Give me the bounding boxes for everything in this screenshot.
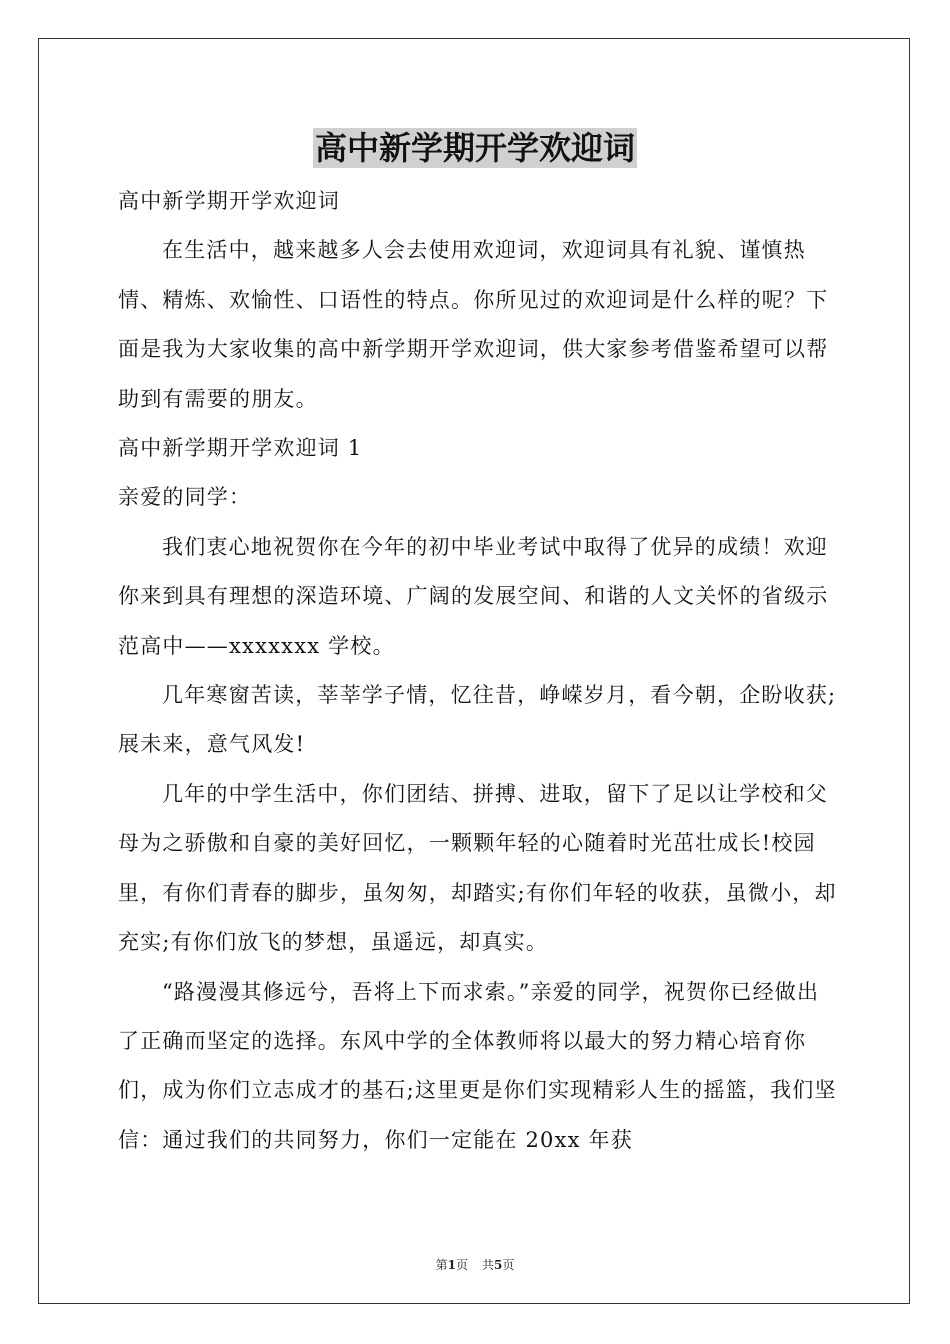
page-suffix: 页 bbox=[455, 1258, 468, 1272]
page-footer bbox=[0, 1257, 950, 1273]
paragraph: 几年的中学生活中，你们团结、拼搏、进取，留下了足以让学校和父母为之骄傲和自豪的美好回忆，一颗颗年轻的心随着时光茁壮成长!校园里，有你们青春的脚步，虽匆匆，却踏实;有你们年轻的收获，虽微小，却充实;有你们放飞的梦想，虽遥远，却真实。 bbox=[118, 781, 837, 955]
total-suffix: 页 bbox=[502, 1258, 515, 1272]
total-prefix: 共 bbox=[482, 1258, 495, 1272]
paragraph: “路漫漫其修远兮，吾将上下而求索。”亲爱的同学，祝贺你已经做出了正确而坚定的选择。东风中学的全体教师将以最大的努力精心培育你们，成为你们立志成才的基石;这里更是你们实现精彩人生的摇篮，我们坚信：通过我们的共同努力，你们一定能在 20xx 年获 bbox=[118, 979, 837, 1152]
paragraph: 几年寒窗苦读，莘莘学子情，忆往昔，峥嵘岁月，看今朝，企盼收获;展未来，意气风发! bbox=[118, 683, 837, 757]
document-body bbox=[118, 177, 838, 1165]
page-total: 5 bbox=[494, 1258, 503, 1272]
paragraph: 高中新学期开学欢迎词 bbox=[118, 189, 340, 213]
title-container bbox=[0, 128, 950, 168]
paragraph: 我们衷心地祝贺你在今年的初中毕业考试中取得了优异的成绩！欢迎你来到具有理想的深造环境、广阔的发展空间、和谐的人文关怀的省级示范高中——xxxxxxx 学校。 bbox=[118, 534, 829, 658]
page-prefix: 第 bbox=[435, 1258, 448, 1272]
paragraph: 亲爱的同学： bbox=[118, 485, 252, 510]
page-current: 1 bbox=[447, 1258, 456, 1272]
document-title: 高中新学期开学欢迎词 bbox=[314, 129, 635, 167]
paragraph: 在生活中，越来越多人会去使用欢迎词，欢迎词具有礼貌、谨慎热情、精炼、欢愉性、口语性的特点。你所见过的欢迎词是什么样的呢？下面是我为大家收集的高中新学期开学欢迎词，供大家参考借鉴希望可以帮助到有需要的朋友。 bbox=[118, 238, 829, 411]
paragraph: 高中新学期开学欢迎词 1 bbox=[118, 436, 363, 461]
